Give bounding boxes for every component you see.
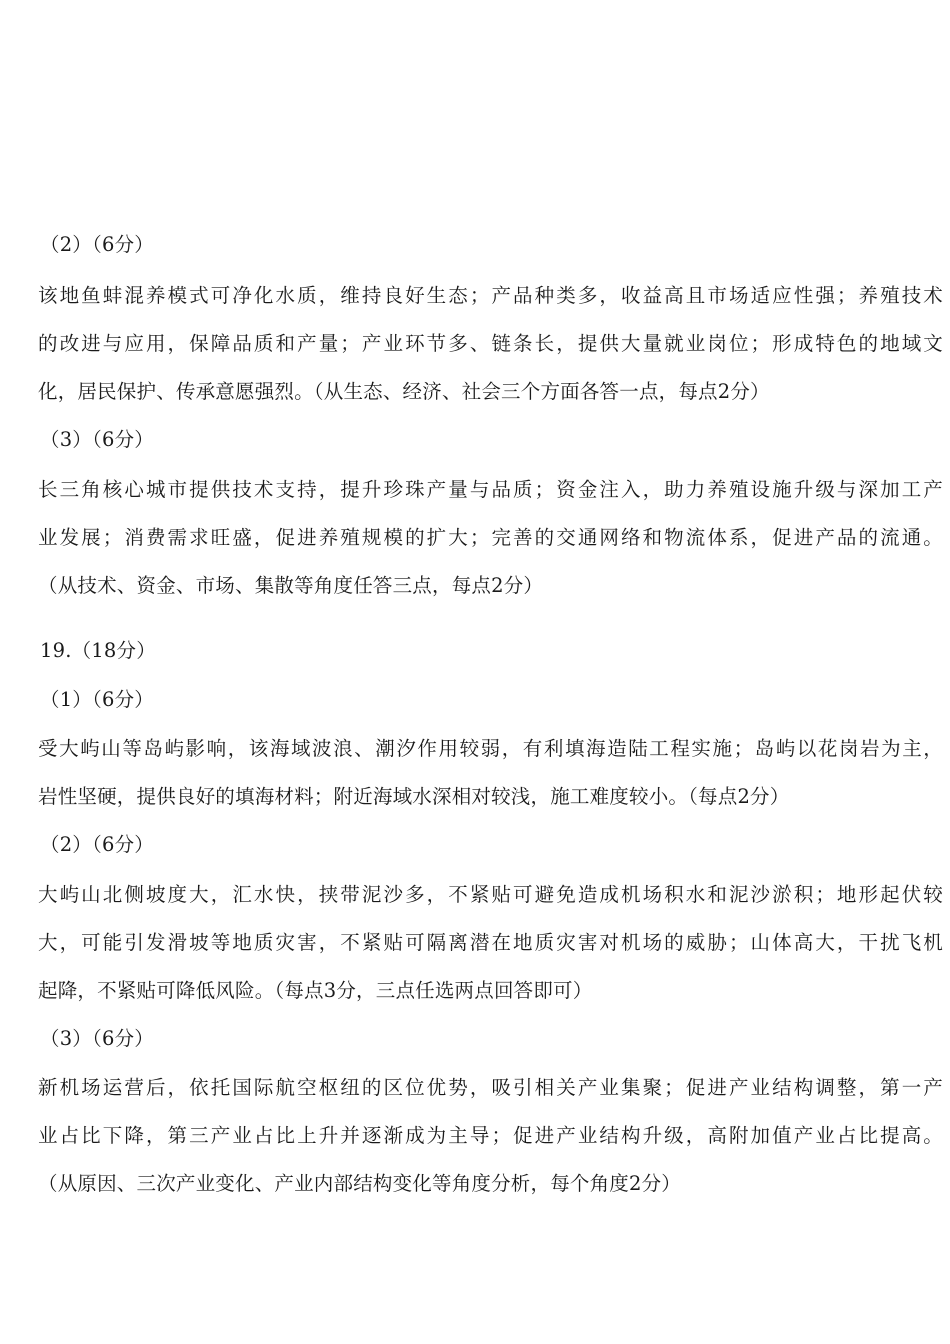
q18-part2-heading: （2）（6分） [40,233,154,256]
q19-part3-line-1: 新机场运营后，依托国际航空枢纽的区位优势，吸引相关产业集聚；促进产业结构调整，第一产 [38,1076,943,1099]
q19-part1-heading: （1）（6分） [40,688,154,711]
q19-part2-heading: （2）（6分） [40,833,154,856]
q19-part3-line-2: 业占比下降，第三产业占比上升并逐渐成为主导；促进产业结构升级，高附加值产业占比提高。 [38,1124,943,1147]
q19-part1-line-1: 受大屿山等岛屿影响，该海域波浪、潮汐作用较弱，有利填海造陆工程实施；岛屿以花岗岩为主， [38,737,943,760]
q18-part2-line-1: 该地鱼蚌混养模式可净化水质，维持良好生态；产品种类多，收益高且市场适应性强；养殖技术 [38,284,943,307]
q19-part2-line-1: 大屿山北侧坡度大，汇水快，挟带泥沙多，不紧贴可避免造成机场积水和泥沙淤积；地形起伏较 [38,883,943,906]
q19-heading: 19.（18分） [40,639,156,662]
q18-part3-heading: （3）（6分） [40,428,154,451]
q18-part3-line-3: （从技术、资金、市场、集散等角度任答三点，每点2分） [38,574,544,597]
q18-part2-line-2: 的改进与应用，保障品质和产量；产业环节多、链条长，提供大量就业岗位；形成特色的地域文 [38,332,943,355]
q19-part1-line-2: 岩性坚硬，提供良好的填海材料；附近海域水深相对较浅，施工难度较小。（每点2分） [38,785,790,808]
q18-part3-line-2: 业发展；消费需求旺盛，促进养殖规模的扩大；完善的交通网络和物流体系，促进产品的流通。 [38,526,943,549]
q19-part3-heading: （3）（6分） [40,1027,154,1050]
q19-part2-line-3: 起降，不紧贴可降低风险。（每点3分，三点任选两点回答即可） [38,979,593,1002]
q19-part3-line-3: （从原因、三次产业变化、产业内部结构变化等角度分析，每个角度2分） [38,1172,682,1195]
q18-part3-line-1: 长三角核心城市提供技术支持，提升珍珠产量与品质；资金注入，助力养殖设施升级与深加工产 [38,478,943,501]
q18-part2-line-3: 化，居民保护、传承意愿强烈。（从生态、经济、社会三个方面各答一点，每点2分） [38,380,770,403]
q19-part2-line-2: 大，可能引发滑坡等地质灾害，不紧贴可隔离潜在地质灾害对机场的威胁；山体高大，干扰飞机 [38,931,943,954]
